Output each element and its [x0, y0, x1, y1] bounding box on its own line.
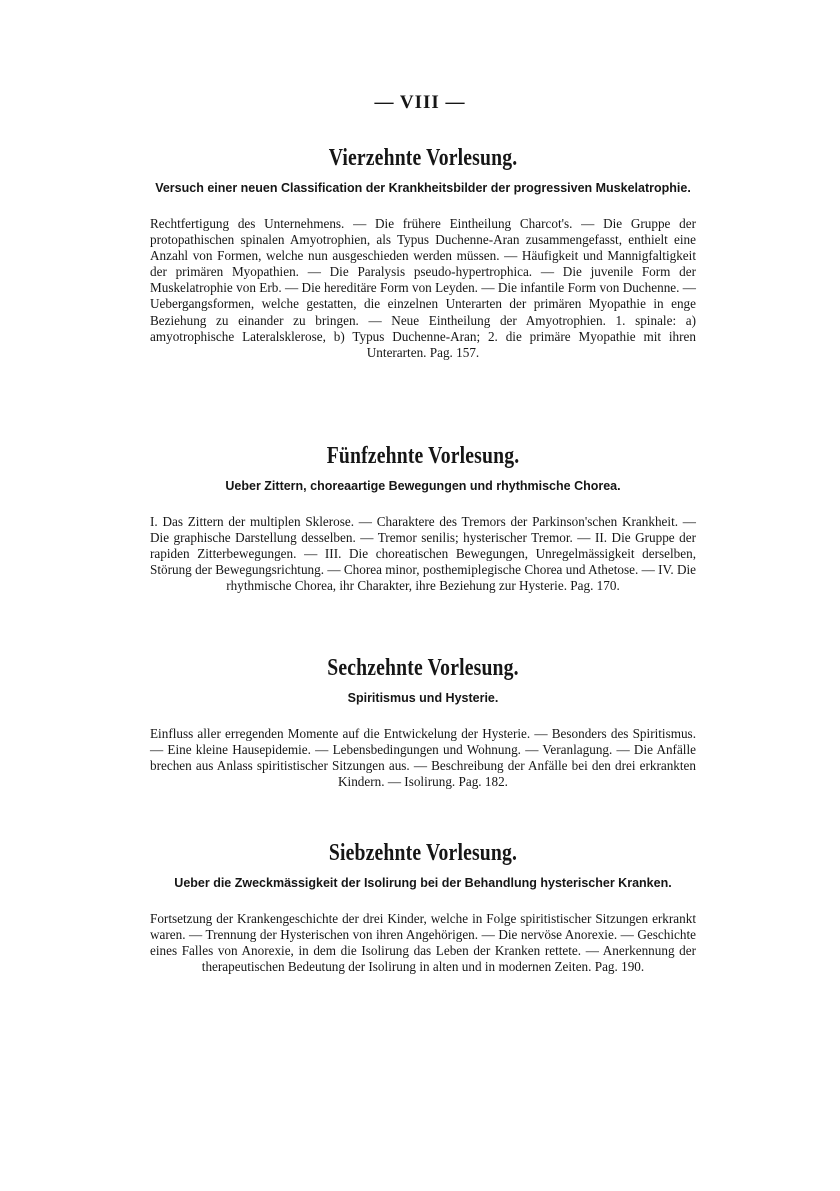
lecture-title: Siebzehnte Vorlesung. — [328, 840, 518, 866]
lecture-subtitle: Ueber Zittern, choreaartige Bewegungen und rhythmische Chorea. — [225, 479, 621, 493]
lecture-title: Vierzehnte Vorlesung. — [328, 145, 518, 171]
lecture-summary: Einfluss aller erregenden Momente auf die Entwickelung der Hysterie. — Besonders des Spiritismus. — Eine kleine Hausepidemie. — Lebensbedingungen und Wohnung. — Veranlagung. — Die Anfälle brechen aus Anlass spiritistischer Sitzungen aus. — Beschreibung der Anfälle bei den drei erkrankten Kindern. — Isolirung. Pag. 182. — [150, 726, 696, 790]
lecture-subtitle: Ueber die Zweckmässigkeit der Isolirung bei der Behandlung hysterischer Kranken. — [174, 876, 672, 890]
lecture-summary: Rechtfertigung des Unternehmens. — Die frühere Eintheilung Charcot's. — Die Gruppe der protopathischen spinalen Amyotrophien, als Typus Duchenne-Aran zusammengefasst, enthielt eine Anzahl von Formen, welche nun ausgeschieden werden müssen. — Häufigkeit und Mannigfaltigkeit der primären Myopathien. — Die Paralysis pseudo-hypertrophica. — Die juvenile Form der Muskelatrophie von Erb. — Die hereditäre Form von Leyden. — Die infantile Form von Duchenne. — Uebergangsformen, welche gestatten, die einzelnen Unterarten der primären Myopathie in enge Beziehung zu einander zu bringen. — Neue Eintheilung der Amyotrophien. 1. spinale: a) amyotrophische Lateralsklerose, b) Typus Duchenne-Aran; 2. die primäre Myopathie mit ihren Unterarten. Pag. 157. — [150, 216, 696, 360]
lecture-15 — [150, 441, 696, 594]
lecture-subtitle: Spiritismus und Hysterie. — [347, 691, 499, 705]
lecture-17 — [150, 838, 696, 975]
lecture-summary: Fortsetzung der Krankengeschichte der drei Kinder, welche in Folge spiritistischer Sitzungen erkrankt waren. — Trennung der Hysterischen von ihren Angehörigen. — Die nervöse Anorexie. — Geschichte eines Falles von Anorexie, in dem die Isolirung das Leben der Kranken rettete. — Anerkennung der therapeutischen Bedeutung der Isolirung in alten und in modernen Zeiten. Pag. 190. — [150, 911, 696, 975]
lecture-16 — [150, 653, 696, 790]
lecture-subtitle: Versuch einer neuen Classification der Krankheitsbilder der progressiven Muskelatrophie. — [155, 181, 691, 195]
lecture-title: Sechzehnte Vorlesung. — [327, 655, 519, 681]
lecture-14 — [150, 143, 696, 361]
page-number: — VIII — — [374, 92, 466, 113]
lecture-summary: I. Das Zittern der multiplen Sklerose. — Charaktere des Tremors der Parkinson'schen Krankheit. — Die graphische Darstellung desselben. — Tremor senilis; hysterischer Tremor. — II. Die Gruppe der rapiden Zitterbewegungen. — III. Die choreatischen Bewegungen, Unregelmässigkeit derselben, Störung der Bewegungsrichtung. — Chorea minor, posthemiplegische Chorea und Athetose. — IV. Die rhythmische Chorea, ihr Charakter, ihre Beziehung zur Hysterie. Pag. 170. — [150, 514, 696, 594]
lecture-title: Fünfzehnte Vorlesung. — [326, 443, 520, 469]
